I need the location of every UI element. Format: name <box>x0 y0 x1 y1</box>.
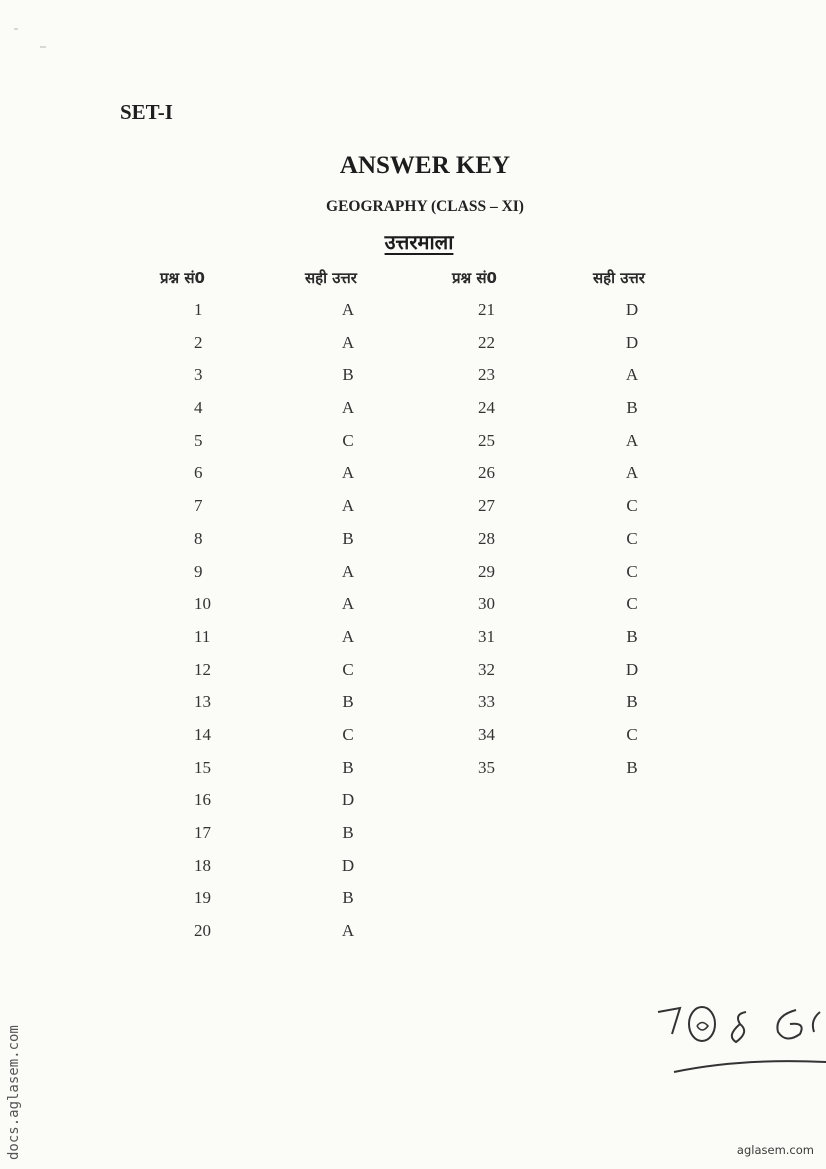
answer-letter: B <box>342 692 354 712</box>
handwritten-signature <box>650 1000 826 1080</box>
answer-letter: C <box>342 724 354 744</box>
answer-letter: A <box>625 463 639 483</box>
answer-letter: A <box>341 626 355 646</box>
answer-letter: D <box>625 300 639 319</box>
question-number: 29 <box>478 561 495 581</box>
question-number: 27 <box>478 496 495 516</box>
question-number: 32 <box>478 659 495 679</box>
answer-letter: D <box>341 855 355 875</box>
question-number: 35 <box>478 757 495 777</box>
question-number: 3 <box>194 365 203 385</box>
answer-letter: C <box>626 528 638 548</box>
right-answers <box>612 296 652 786</box>
question-number: 26 <box>478 463 495 483</box>
question-number: 21 <box>478 300 495 319</box>
question-number: 33 <box>478 692 495 712</box>
right-question-numbers <box>478 296 518 786</box>
answer-letter: A <box>341 594 355 614</box>
subject-heading: GEOGRAPHY (CLASS – XI) <box>326 198 524 215</box>
answer-letter: D <box>341 790 355 810</box>
question-number: 18 <box>194 855 211 875</box>
answer-letter: A <box>341 332 355 352</box>
scan-speck <box>14 28 18 30</box>
left-question-numbers <box>194 296 234 950</box>
question-number: 15 <box>194 757 211 777</box>
header-answer-left: सही उत्तर <box>305 269 357 287</box>
answer-letter: B <box>626 626 638 646</box>
answer-letter: A <box>341 496 355 516</box>
answer-letter: A <box>341 398 355 418</box>
answer-letter: A <box>625 430 639 450</box>
answer-letter: C <box>626 561 638 581</box>
answer-letter: B <box>342 757 354 777</box>
answer-letter: C <box>342 659 354 679</box>
question-number: 1 <box>194 300 203 319</box>
answer-letter: C <box>626 496 638 516</box>
question-number: 22 <box>478 332 495 352</box>
answer-letter: A <box>341 921 355 941</box>
answer-letter: C <box>626 594 638 614</box>
answer-letter: B <box>342 365 354 385</box>
question-number: 34 <box>478 724 495 744</box>
answer-letter: A <box>341 561 355 581</box>
page-title: ANSWER KEY <box>339 152 511 179</box>
left-answers <box>328 296 368 950</box>
question-number: 6 <box>194 463 203 483</box>
question-number: 31 <box>478 626 495 646</box>
answer-letter: D <box>625 659 639 679</box>
header-question-number-left: प्रश्न सं0 <box>160 269 205 287</box>
scan-speck <box>40 46 46 48</box>
answer-letter: B <box>626 692 638 712</box>
answer-letter: B <box>342 528 354 548</box>
question-number: 17 <box>194 823 211 842</box>
hindi-title <box>0 228 826 255</box>
answer-letter: C <box>626 724 638 744</box>
header-question-number-right: प्रश्न सं0 <box>452 269 497 287</box>
answer-letter: A <box>341 463 355 483</box>
question-number: 24 <box>478 398 495 418</box>
side-watermark: docs.aglasem.com <box>6 1025 22 1160</box>
answer-letter: B <box>626 398 638 418</box>
answer-letter: A <box>341 300 355 319</box>
question-number: 28 <box>478 528 495 548</box>
answer-letter: C <box>342 430 354 450</box>
header-answer-right: सही उत्तर <box>593 269 645 287</box>
question-number: 10 <box>194 594 211 614</box>
question-number: 11 <box>194 626 211 646</box>
question-number: 19 <box>194 888 211 908</box>
answer-letter: A <box>625 365 639 385</box>
answer-letter: B <box>626 757 638 777</box>
question-number: 5 <box>194 430 203 450</box>
question-number: 8 <box>194 528 203 548</box>
question-number: 2 <box>194 332 203 352</box>
question-number: 30 <box>478 594 495 614</box>
question-number: 16 <box>194 790 211 810</box>
question-number: 23 <box>478 365 495 385</box>
question-number: 12 <box>194 659 211 679</box>
answer-letter: B <box>342 888 354 908</box>
hindi-title-text: उत्तरमाला <box>384 230 454 254</box>
set-label: SET-I <box>120 100 173 124</box>
question-number: 13 <box>194 692 211 712</box>
question-number: 7 <box>194 496 203 516</box>
question-number: 4 <box>194 398 203 418</box>
answer-letter: D <box>625 332 639 352</box>
question-number: 9 <box>194 561 203 581</box>
question-number: 14 <box>194 724 211 744</box>
footer-watermark: aglasem.com <box>736 1143 814 1157</box>
question-number: 25 <box>478 430 495 450</box>
answer-letter: B <box>342 823 354 842</box>
question-number: 20 <box>194 921 211 941</box>
